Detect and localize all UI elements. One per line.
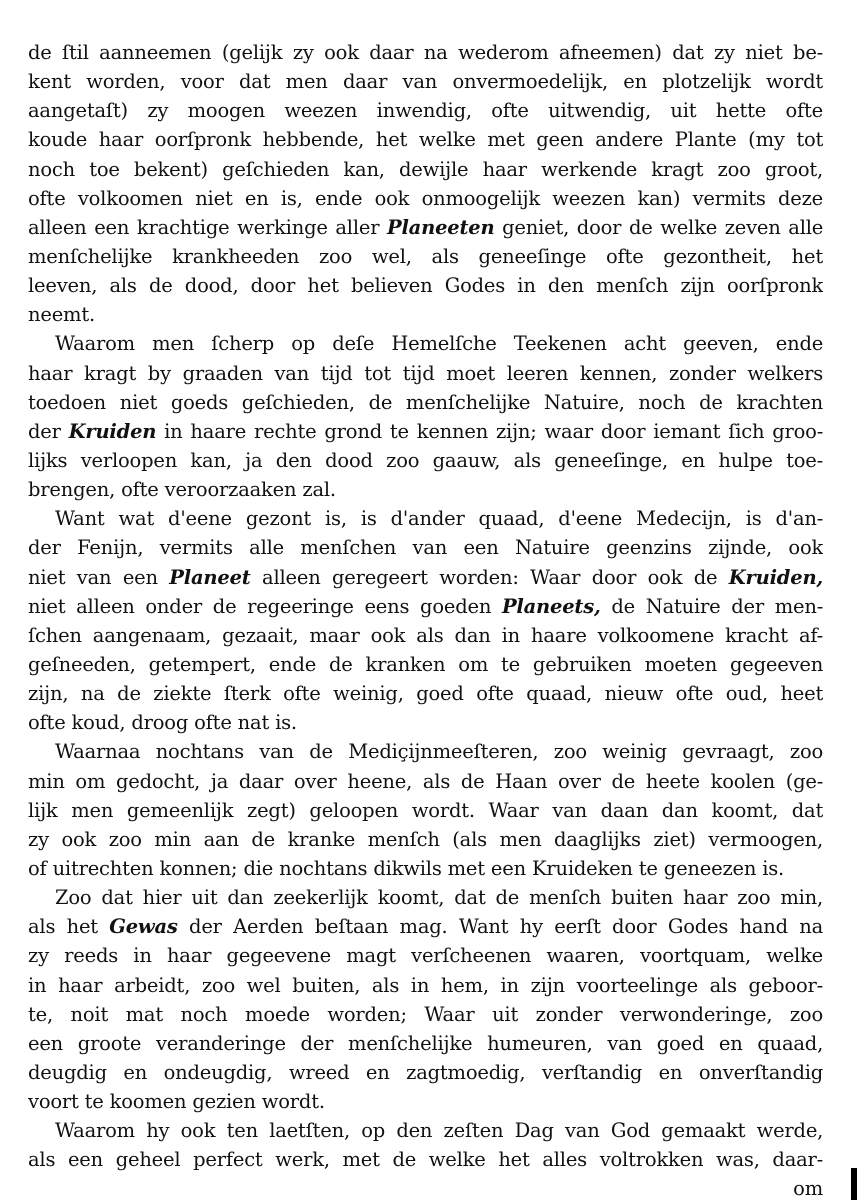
text-line: geſneeden, getempert, ende de kranken om te gebruiken moeten gegeeven bbox=[28, 652, 823, 676]
text-line: leeven, als de dood, door het believen Godes in den menſch zijn oorſpronk bbox=[28, 274, 823, 298]
text-line: Waarom hy ook ten laetſten, op den zeſten Dag van God gemaakt werde, bbox=[55, 1119, 823, 1143]
catchword: om bbox=[793, 1177, 823, 1201]
text-line: niet alleen onder de regeeringe eens goeden Planeets, de Natuire der men- bbox=[28, 594, 823, 618]
text-line: koude haar oorſpronk hebbende, het welke met geen andere Plante (my tot bbox=[28, 128, 823, 152]
text-line: deugdig en ondeugdig, wreed en zagtmoedig, verſtandig en onverſtandig bbox=[28, 1060, 823, 1084]
text-line: voort te koomen gezien wordt. bbox=[28, 1090, 325, 1114]
text-line: toedoen niet goeds geſchieden, de menſchelijke Natuire, noch de krachten bbox=[28, 390, 823, 414]
text-line: haar kragt by graaden van tijd tot tijd moet leeren kennen, zonder welkers bbox=[28, 361, 823, 385]
text-line: zijn, na de ziekte ſterk ofte weinig, goed ofte quaad, nieuw ofte oud, heet bbox=[28, 682, 823, 706]
text-line: niet van een Planeet alleen geregeert worden: Waar door ook de Kruiden, bbox=[28, 565, 823, 589]
text-line: aangetaſt) zy moogen weezen inwendig, ofte uitwendig, uit hette ofte bbox=[28, 99, 823, 123]
text-line: als het Gewas der Aerden beſtaan mag. Want hy eerſt door Godes hand na bbox=[28, 915, 823, 939]
text-line: ofte volkoomen niet en is, ende ook onmoogelijk weezen kan) vermits deze bbox=[28, 186, 823, 210]
text-line: der Fenijn, vermits alle menſchen van een Natuire geenzins zijnde, ook bbox=[28, 536, 823, 560]
text-line: kent worden, voor dat men daar van onvermoedelijk, en plotzelijk wordt bbox=[28, 70, 823, 94]
text-line: brengen, ofte veroorzaaken zal. bbox=[28, 478, 336, 502]
text-line: Waarom men ſcherp op deſe Hemelſche Teekenen acht geeven, ende bbox=[55, 332, 823, 356]
text-line: Waarnaa nochtans van de Mediçijnmeeſteren, zoo weinig gevraagt, zoo bbox=[55, 740, 823, 764]
text-line: min om gedocht, ja daar over heene, als de Haan over de heete koolen (ge- bbox=[28, 769, 823, 793]
text-line: zy reeds in haar gegeevene magt verſcheenen waaren, voortquam, welke bbox=[28, 944, 823, 968]
body-text bbox=[28, 38, 823, 1204]
text-line: te, noit mat noch moede worden; Waar uit zonder verwonderinge, zoo bbox=[28, 1002, 823, 1026]
scan-edge-mark bbox=[851, 1168, 857, 1200]
text-line: in haar arbeidt, zoo wel buiten, als in hem, in zijn voorteelinge als geboor- bbox=[28, 973, 823, 997]
text-line: als een geheel perfect werk, met de welke het alles voltrokken was, daar- bbox=[28, 1148, 823, 1172]
text-line: neemt. bbox=[28, 303, 95, 327]
text-line: ofte koud, droog ofte nat is. bbox=[28, 711, 297, 735]
text-line: lijk men gemeenlijk zegt) geloopen wordt. Waar van daan dan koomt, dat bbox=[28, 798, 823, 822]
text-line: alleen een krachtige werkinge aller Planeeten geniet, door de welke zeven alle bbox=[28, 215, 823, 239]
text-line: ſchen aangenaam, gezaait, maar ook als dan in haare volkoomene kracht af- bbox=[28, 623, 823, 647]
text-line: noch toe bekent) geſchieden kan, dewijle haar werkende kragt zoo groot, bbox=[28, 157, 823, 181]
text-line: een groote veranderinge der menſchelijke humeuren, van goed en quaad, bbox=[28, 1031, 823, 1055]
text-line: Want wat d'eene gezont is, is d'ander quaad, d'eene Medecijn, is d'an- bbox=[55, 507, 823, 531]
text-line: of uitrechten konnen; die nochtans dikwils met een Kruideken te geneezen is. bbox=[28, 856, 785, 880]
text-line: zy ook zoo min aan de kranke menſch (als men daaglijks ziet) vermoogen, bbox=[28, 827, 823, 851]
text-line: de ſtil aanneemen (gelijk zy ook daar na wederom afneemen) dat zy niet be- bbox=[28, 41, 823, 64]
text-line: Zoo dat hier uit dan zeekerlijk koomt, dat de menſch buiten haar zoo min, bbox=[55, 886, 823, 910]
text-line: menſchelijke krankheeden zoo wel, als geneeſinge ofte gezontheit, het bbox=[28, 244, 823, 268]
text-line: lijks verloopen kan, ja den dood zoo gaauw, als geneeſinge, en hulpe toe- bbox=[28, 448, 823, 472]
text-line: der Kruiden in haare rechte grond te kennen zijn; waar door iemant ſich groo- bbox=[28, 419, 823, 443]
